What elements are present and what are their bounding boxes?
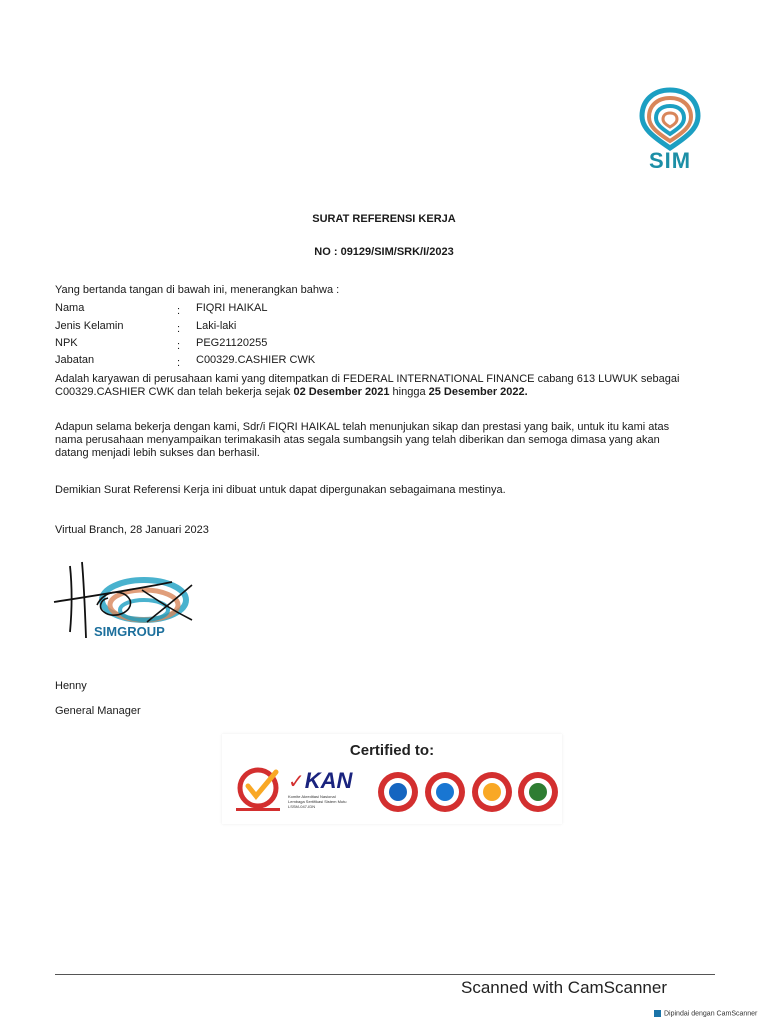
- kan-check-icon: ✓: [288, 770, 305, 793]
- field-value-jenis-kelamin: Laki-laki: [196, 320, 237, 332]
- certified-title: Certified to:: [349, 742, 435, 759]
- iso-badge-icon: [472, 772, 512, 812]
- field-value-nama: FIQRI HAIKAL: [196, 302, 268, 314]
- kan-subtitle: Lembaga Sertifikasi Sistem Mutu: [288, 799, 347, 804]
- document-title: SURAT REFERENSI KERJA: [312, 213, 456, 225]
- iso-badges: [378, 770, 562, 814]
- field-label-npk: NPK: [55, 337, 78, 349]
- camscanner-small-text: Dipindai dengan CamScanner: [664, 1010, 758, 1018]
- field-colon: :: [177, 323, 181, 335]
- paragraph-text: hingga: [389, 386, 429, 398]
- logo-text: SIM: [648, 148, 692, 173]
- start-date: 02 Desember 2021: [293, 386, 390, 398]
- paragraph-line: Adalah karyawan di perusahaan kami yang ditempatkan di FEDERAL INTERNATIONAL FINANCE cabang 613 LUWUK sebagai: [55, 373, 680, 385]
- paragraph-line: [55, 386, 715, 399]
- camscanner-footer: Scanned with CamScanner: [461, 978, 668, 997]
- kan-subtitle: LSSM-047-IDN: [288, 804, 316, 809]
- signer-name: Henny: [55, 680, 87, 692]
- field-colon: :: [177, 305, 181, 317]
- paragraph-line: Adapun selama bekerja dengan kami, Sdr/i FIQRI HAIKAL telah menunjukan sikap dan prestasi yang baik, untuk itu kami atas: [55, 421, 670, 433]
- paragraph-text: C00329.CASHIER CWK dan telah bekerja sejak: [55, 386, 294, 398]
- end-date: 25 Desember 2022.: [428, 386, 528, 398]
- field-colon: :: [177, 357, 181, 369]
- iso-badge-icon: [425, 772, 465, 812]
- field-label-jabatan: Jabatan: [55, 354, 95, 366]
- kan-logo: [288, 768, 370, 818]
- footer-divider: [55, 974, 715, 975]
- kan-subtitle: Komite Akreditasi Nasional: [288, 794, 336, 799]
- paragraph-employment: [55, 373, 715, 399]
- field-value-npk: PEG21120255: [196, 337, 268, 349]
- paragraph-appreciation: [55, 421, 715, 460]
- checkmark-badge-icon: [232, 766, 284, 814]
- kan-label: KAN: [304, 768, 353, 793]
- iso-badge-icon: [378, 772, 418, 812]
- signer-position: General Manager: [55, 705, 141, 717]
- document-number: NO : 09129/SIM/SRK/I/2023: [314, 246, 454, 258]
- kan-text: [288, 768, 370, 794]
- paragraph-line: datang menjadi lebih sukses dan berhasil.: [55, 447, 260, 459]
- signature-stamp: [52, 560, 212, 645]
- paragraph-line: nama perusahaan menyampaikan terimakasih atas segala sumbangsih yang telah diberikan dan semoga dimasa yang akan: [55, 434, 660, 446]
- field-colon: :: [177, 340, 181, 352]
- stamp-text: SIMGROUP: [94, 624, 165, 639]
- field-label-nama: Nama: [55, 302, 85, 314]
- iso-badge-icon: [518, 772, 558, 812]
- field-label-jenis-kelamin: Jenis Kelamin: [55, 320, 124, 332]
- camscanner-small: [654, 1010, 757, 1017]
- field-value-jabatan: C00329.CASHIER CWK: [196, 354, 316, 366]
- place-date: Virtual Branch, 28 Januari 2023: [55, 524, 209, 536]
- paragraph-closing: Demikian Surat Referensi Kerja ini dibuat untuk dapat dipergunakan sebagaimana mestinya.: [55, 484, 506, 496]
- intro-text: Yang bertanda tangan di bawah ini, menerangkan bahwa :: [55, 284, 340, 296]
- camscanner-icon: [654, 1010, 661, 1017]
